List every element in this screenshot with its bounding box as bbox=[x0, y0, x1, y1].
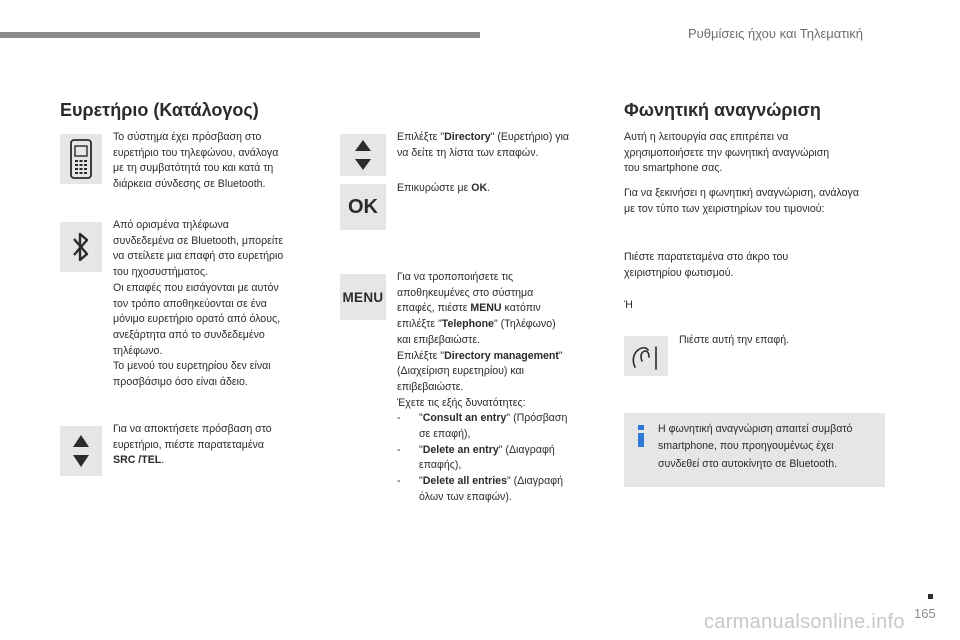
or-text: Ή bbox=[624, 299, 633, 311]
phone-icon-box bbox=[60, 134, 102, 184]
confirm-ok-text: Επικυρώστε με OK. bbox=[397, 182, 491, 194]
info-note-box bbox=[624, 413, 885, 487]
lighting-stalk-text: Πιέστε παρατεταμένα στο άκρο του χειριστηρίου φωτισμού. bbox=[624, 251, 789, 279]
arrows-icon-box-middle bbox=[340, 134, 386, 176]
option-consult: - "Consult an entry" (Πρόσβαση bbox=[397, 412, 568, 425]
directory-intro-text: Το σύστημα έχει πρόσβαση στο ευρετήριο του τηλεφώνου, ανάλογα με τη συμβατότητά του και κατά τη διάρκεια σύνδεσης σε Bluetooth. bbox=[113, 131, 279, 191]
menu-button-icon: MENU bbox=[340, 274, 386, 320]
page-marker bbox=[928, 594, 933, 599]
up-down-arrows-icon bbox=[353, 138, 373, 172]
bluetooth-icon-box bbox=[60, 222, 102, 272]
watermark-text: carmanualsonline.info bbox=[704, 611, 905, 633]
header-bar bbox=[0, 32, 480, 38]
mobile-phone-icon bbox=[66, 138, 96, 180]
press-contact-text: Πιέστε αυτή την επαφή. bbox=[679, 334, 790, 346]
arrows-icon-box-left bbox=[60, 426, 102, 476]
option-delete-all: - "Delete all entries" (Διαγραφή bbox=[397, 475, 563, 488]
voice-start-text: Για να ξεκινήσει η φωνητική αναγνώριση, ανάλογα με τον τύπο των χειριστηρίων του τιμονιού: bbox=[624, 187, 859, 215]
heading-voice-recognition: Φωνητική αναγνώριση bbox=[624, 100, 821, 120]
info-note-text: Η φωνητική αναγνώριση απαιτεί συμβατό smartphone, που προηγουμένως έχει συνδεθεί στο αυτοκίνητο σε Bluetooth. bbox=[658, 423, 853, 470]
bluetooth-contacts-text: Από ορισμένα τηλέφωνα συνδεδεμένα σε Bluetooth, μπορείτε να στείλετε μια επαφή στο ευρετήριο του ηχοσυστήματος. Οι επαφές που εισάγονται με αυτόν τον τρόπο αποθηκεύονται σε ένα μόνιμο ευρετήριο ορατό από όλους, ανεξάρτητα από το συνδεδεμένο τηλέφωνο. Το μενού του ευρετηρίου δεν είναι προσβάσιμο όσο είναι άδειο. bbox=[113, 219, 284, 389]
bluetooth-icon bbox=[69, 230, 93, 264]
option-delete: - "Delete an entry" (Διαγραφή bbox=[397, 443, 555, 456]
src-tel-label: SRC /TEL bbox=[113, 454, 162, 467]
up-down-arrows-icon bbox=[71, 433, 91, 469]
heading-directory: Ευρετήριο (Κατάλογος) bbox=[60, 100, 259, 120]
ok-button-icon: OK bbox=[340, 184, 386, 230]
page-number: 165 bbox=[914, 606, 936, 621]
press-icon-box bbox=[624, 336, 668, 376]
press-contact-icon bbox=[629, 341, 663, 371]
select-directory-text: Επιλέξτε "Directory" (Ευρετήριο) για να δείτε τη λίστα των επαφών. bbox=[397, 131, 570, 159]
voice-intro-text: Αυτή η λειτουργία σας επιτρέπει να χρησιμοποιήσετε την φωνητική αναγνώριση του smartphone σας. bbox=[624, 131, 830, 175]
directory-access-text: Για να αποκτήσετε πρόσβαση στο ευρετήριο, πιέστε παρατεταμένα SRC /TEL. bbox=[113, 423, 272, 467]
chapter-title: Ρυθμίσεις ήχου και Τηλεματική bbox=[688, 26, 864, 41]
modify-contacts-text: Για να τροποποιήσετε τις αποθηκευμένες στο σύστημα επαφές, πιέστε MENU κατόπιν επιλέξτε "Telephone" (Τηλέφωνο) και επιβεβαιώστε. Επιλέξτε "Directory management" (Διαχείριση ευρετηρίου) και επιβεβαιώστε. Έχετε τις εξής δυνατότητες: - "Consult an entry" (Πρόσβαση σε επαφή), - "Delete an entry" (Διαγραφή επαφής), - "Delete all entries" (Διαγραφή όλων των επαφών). bbox=[397, 271, 568, 503]
info-icon bbox=[636, 425, 646, 447]
